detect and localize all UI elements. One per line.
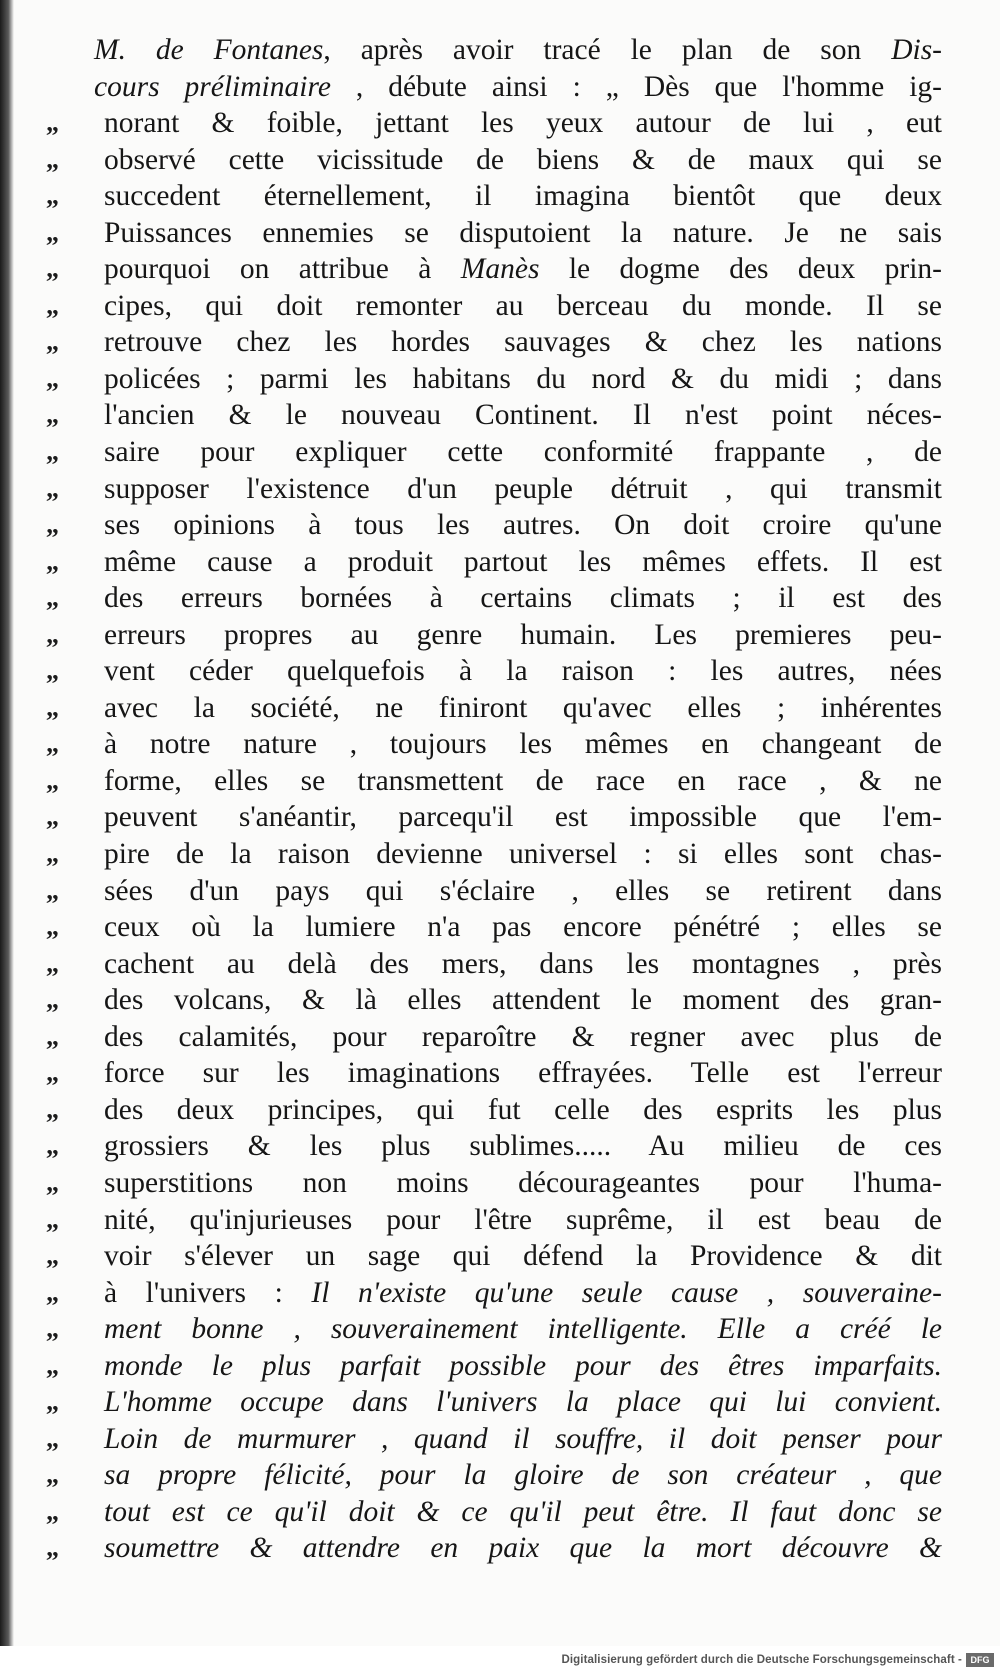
line-text <box>104 1421 942 1458</box>
text-line <box>46 434 942 471</box>
text-line <box>46 799 942 836</box>
quote-mark: „ <box>46 985 59 1015</box>
text-line <box>46 946 942 983</box>
body-text <box>46 32 942 1567</box>
line-text <box>104 836 942 873</box>
text-segment: ceux où la lumiere n'a pas encore pénétré ; elles se <box>104 911 942 944</box>
text-segment: saire pour expliquer cette conformité frappante , de <box>104 436 942 469</box>
quote-mark: „ <box>46 1423 59 1453</box>
italic-segment: Manès <box>460 253 540 286</box>
quote-mark: „ <box>46 363 59 393</box>
digitization-footer <box>0 1646 1000 1676</box>
line-text <box>104 1348 942 1385</box>
text-segment: à l'univers : <box>104 1276 312 1309</box>
text-line <box>46 324 942 361</box>
line-text <box>94 32 942 69</box>
quote-mark: „ <box>46 181 59 211</box>
text-segment: , débute ainsi : „ Dès que l'homme ig- <box>330 70 942 103</box>
text-segment: sées d'un pays qui s'éclaire , elles se retirent dans <box>104 874 942 907</box>
text-line <box>46 1457 942 1494</box>
text-line <box>46 361 942 398</box>
text-segment: superstitions non moins décourageantes pour l'huma- <box>104 1166 942 1199</box>
text-segment: le dogme des deux prin- <box>539 253 943 286</box>
text-segment: des erreurs bornées à certains climats ; il est des <box>104 582 942 615</box>
text-segment: à notre nature , toujours les mêmes en changeant de <box>104 728 942 761</box>
quote-mark: „ <box>46 254 59 284</box>
quote-mark: „ <box>46 327 59 357</box>
line-text <box>104 1530 942 1567</box>
text-line <box>46 580 942 617</box>
quote-mark: „ <box>46 948 59 978</box>
line-text <box>104 1092 942 1129</box>
text-segment: nité, qu'injurieuses pour l'être suprême, il est beau de <box>104 1203 942 1236</box>
text-segment: des volcans, & là elles attendent le moment des gran- <box>104 984 942 1017</box>
quote-mark: „ <box>46 802 59 832</box>
italic-segment: Loin de murmurer , quand il souffre, il doit penser pour <box>104 1422 942 1455</box>
text-line <box>46 1530 942 1567</box>
quote-mark: „ <box>46 290 59 320</box>
text-line <box>46 1019 942 1056</box>
text-line <box>46 1311 942 1348</box>
text-line <box>46 873 942 910</box>
line-text <box>104 397 942 434</box>
line-text <box>104 215 942 252</box>
text-segment: pire de la raison devienne universel : si elles sont chas- <box>104 838 942 871</box>
line-text <box>104 434 942 471</box>
quote-mark: „ <box>46 692 59 722</box>
text-line <box>46 142 942 179</box>
line-text <box>104 361 942 398</box>
line-text <box>94 69 942 106</box>
line-text <box>104 799 942 836</box>
quote-mark <box>42 32 88 69</box>
quote-mark: „ <box>46 875 59 905</box>
quote-mark: „ <box>46 108 59 138</box>
italic-segment: M. de Fontanes <box>94 34 324 66</box>
text-line <box>46 507 942 544</box>
line-text <box>104 251 942 288</box>
quote-mark: „ <box>46 1496 59 1526</box>
text-segment: erreurs propres au genre humain. Les premieres peu- <box>104 618 942 651</box>
quote-mark: „ <box>46 1131 59 1161</box>
quote-mark: „ <box>46 1167 59 1197</box>
line-text <box>104 946 942 983</box>
line-text <box>104 1128 942 1165</box>
text-line <box>46 1238 942 1275</box>
line-text <box>104 726 942 763</box>
text-line <box>46 471 942 508</box>
line-text <box>104 873 942 910</box>
quote-mark: „ <box>46 473 59 503</box>
text-line <box>46 1421 942 1458</box>
line-text <box>104 288 942 325</box>
italic-segment: L'homme occupe dans l'univers la place qui lui convient. <box>104 1386 942 1419</box>
line-text <box>104 1457 942 1494</box>
text-line <box>46 1348 942 1385</box>
line-text <box>104 544 942 581</box>
quote-mark: „ <box>46 1021 59 1051</box>
line-text <box>104 617 942 654</box>
text-segment: observé cette vicissitude de biens & de maux qui se <box>104 143 942 176</box>
text-segment: avec la société, ne finiront qu'avec elles ; inhérentes <box>104 691 942 724</box>
text-segment: l'ancien & le nouveau Continent. Il n'est point néces- <box>104 399 942 432</box>
line-text <box>104 1202 942 1239</box>
text-segment: norant & foible, jettant les yeux autour de lui , eut <box>104 107 942 140</box>
text-line <box>46 397 942 434</box>
quote-mark: „ <box>46 1460 59 1490</box>
text-line <box>46 982 942 1019</box>
text-line <box>46 763 942 800</box>
text-segment: forme, elles se transmettent de race en race , & ne <box>104 764 942 797</box>
italic-segment: Il n'existe qu'une seule cause , souveraine- <box>311 1276 942 1309</box>
footer-credit: Digitalisierung gefördert durch die Deutsche Forschungsgemeinschaft - <box>561 1654 962 1666</box>
text-segment: force sur les imaginations effrayées. Telle est l'erreur <box>104 1057 942 1090</box>
text-line <box>46 105 942 142</box>
text-segment: retrouve chez les hordes sauvages & chez les nations <box>104 326 942 359</box>
quote-mark: „ <box>46 839 59 869</box>
text-segment: supposer l'existence d'un peuple détruit , qui transmit <box>104 472 942 505</box>
quote-mark: „ <box>46 765 59 795</box>
quote-mark: „ <box>46 1204 59 1234</box>
quote-mark: „ <box>46 546 59 576</box>
text-line <box>46 726 942 763</box>
text-segment: ses opinions à tous les autres. On doit croire qu'une <box>104 509 942 542</box>
line-text <box>104 690 942 727</box>
quote-mark: „ <box>46 1094 59 1124</box>
quote-mark: „ <box>46 1350 59 1380</box>
text-segment: policées ; parmi les habitans du nord & du midi ; dans <box>104 362 942 395</box>
text-line <box>46 1165 942 1202</box>
quote-mark: „ <box>46 583 59 613</box>
text-segment: voir s'élever un sage qui défend la Providence & dit <box>104 1240 942 1273</box>
quote-mark <box>42 69 88 106</box>
line-text <box>104 324 942 361</box>
quote-mark: „ <box>46 437 59 467</box>
text-line <box>46 1494 942 1531</box>
quote-mark: „ <box>46 729 59 759</box>
line-text <box>104 1238 942 1275</box>
italic-segment: cours préliminaire <box>94 70 331 103</box>
text-line <box>46 178 942 215</box>
quote-mark: „ <box>46 656 59 686</box>
text-segment: pourquoi on attribue à <box>104 253 461 286</box>
line-text <box>104 1275 942 1312</box>
text-line <box>46 690 942 727</box>
text-line <box>46 1202 942 1239</box>
line-text <box>104 1165 942 1202</box>
quote-mark: „ <box>46 1387 59 1417</box>
text-segment: cipes, qui doit remonter au berceau du monde. Il se <box>104 289 942 322</box>
quote-mark: „ <box>46 1533 59 1563</box>
text-line <box>46 251 942 288</box>
quote-mark: „ <box>46 400 59 430</box>
text-line <box>46 215 942 252</box>
text-line <box>46 909 942 946</box>
text-segment: Puissances ennemies se disputoient la nature. Je ne sais <box>104 216 942 249</box>
text-line <box>46 1384 942 1421</box>
quote-mark: „ <box>46 1277 59 1307</box>
text-line <box>46 1092 942 1129</box>
text-segment: vent céder quelquefois à la raison : les autres, nées <box>104 655 942 688</box>
text-line <box>46 1128 942 1165</box>
text-segment: cachent au delà des mers, dans les montagnes , près <box>104 947 942 980</box>
quote-mark: „ <box>46 1314 59 1344</box>
italic-segment: tout est ce qu'il doit & ce qu'il peut être. Il faut donc se <box>104 1495 942 1528</box>
text-segment: grossiers & les plus sublimes..... Au milieu de ces <box>104 1130 942 1163</box>
text-segment: des calamités, pour reparoître & regner avec plus de <box>104 1020 942 1053</box>
line-text <box>104 909 942 946</box>
text-segment: succedent éternellement, il imagina bientôt que deux <box>104 180 942 213</box>
quote-mark: „ <box>46 912 59 942</box>
line-text <box>104 471 942 508</box>
quote-mark: „ <box>46 217 59 247</box>
text-line <box>46 653 942 690</box>
line-text <box>104 1055 942 1092</box>
line-text <box>104 178 942 215</box>
line-text <box>104 763 942 800</box>
italic-segment: sa propre félicité, pour la gloire de son créateur , que <box>104 1459 942 1492</box>
line-text <box>104 1311 942 1348</box>
text-line <box>46 836 942 873</box>
text-line <box>42 32 942 69</box>
dfg-logo: DFG <box>966 1653 994 1667</box>
line-text <box>104 142 942 179</box>
text-line <box>46 544 942 581</box>
quote-mark: „ <box>46 619 59 649</box>
quote-mark: „ <box>46 144 59 174</box>
line-text <box>104 580 942 617</box>
text-segment: des deux principes, qui fut celle des esprits les plus <box>104 1093 942 1126</box>
quote-mark: „ <box>46 510 59 540</box>
text-line <box>46 617 942 654</box>
line-text <box>104 653 942 690</box>
text-segment: peuvent s'anéantir, parcequ'il est impossible que l'em- <box>104 801 942 834</box>
text-segment: même cause a produit partout les mêmes effets. Il est <box>104 545 942 578</box>
line-text <box>104 982 942 1019</box>
line-text <box>104 1384 942 1421</box>
text-line <box>42 69 942 106</box>
line-text <box>104 105 942 142</box>
line-text <box>104 507 942 544</box>
text-segment: , après avoir tracé le plan de son <box>323 34 892 66</box>
quote-mark: „ <box>46 1241 59 1271</box>
line-text <box>104 1494 942 1531</box>
text-line <box>46 1275 942 1312</box>
text-line <box>46 288 942 325</box>
text-line <box>46 1055 942 1092</box>
italic-segment: ment bonne , souverainement intelligente. Elle a créé le <box>104 1313 942 1346</box>
italic-segment: Dis- <box>891 34 942 66</box>
quote-mark: „ <box>46 1058 59 1088</box>
line-text <box>104 1019 942 1056</box>
italic-segment: soumettre & attendre en paix que la mort découvre & <box>104 1532 942 1565</box>
italic-segment: monde le plus parfait possible pour des êtres imparfaits. <box>104 1349 942 1382</box>
